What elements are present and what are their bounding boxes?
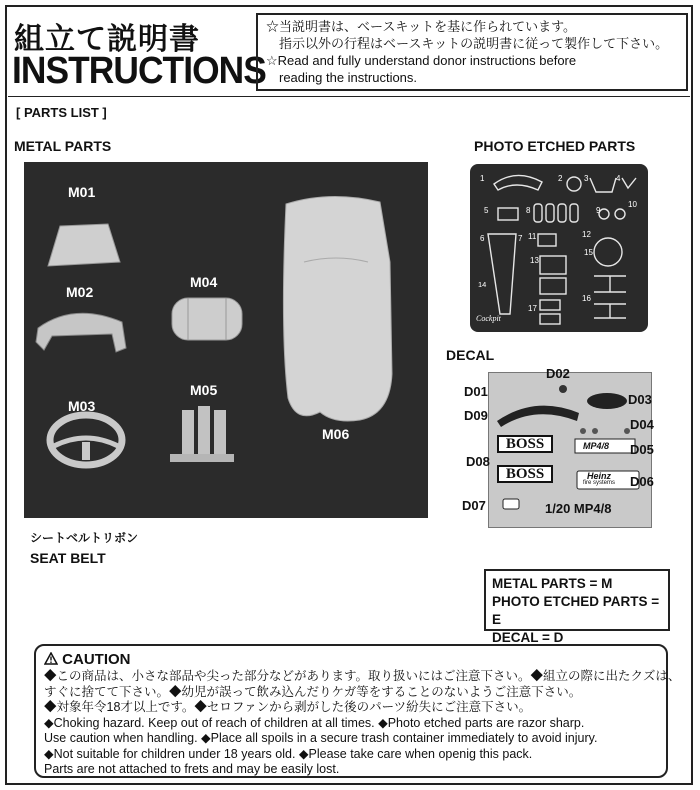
seat-belt-label-jp: シートベルトリボン: [30, 531, 139, 545]
decal-d05-label: D05: [630, 442, 654, 457]
m04-label: M04: [190, 274, 218, 290]
decal-d04-label: D04: [630, 417, 654, 432]
caution-line: ◆Not suitable for children under 18 years old. ◆Please take care when openig this pack.: [44, 746, 533, 761]
pe-number-8: 8: [526, 206, 531, 215]
photo-etched-fret: [470, 164, 648, 332]
metal-parts-photo: [24, 162, 428, 518]
note-line: reading the instructions.: [279, 70, 418, 85]
caution-line: ◆この商品は、小さな部品や尖った部分などがあります。取り扱いにはご注意下さい。◆組立の際に出たクズは、: [44, 669, 681, 683]
pe-number-11: 11: [528, 232, 537, 241]
pe-number-1: 1: [480, 174, 485, 183]
photo-etched-heading: PHOTO ETCHED PARTS: [474, 138, 636, 154]
caution-line: Parts are not attached to frets and may be easily lost.: [44, 762, 340, 776]
legend-line: DECAL = D: [492, 630, 564, 645]
pe-number-13: 13: [530, 256, 539, 265]
m06-part: [283, 196, 392, 421]
pe-number-5: 5: [484, 206, 489, 215]
pe-number-15: 15: [584, 248, 593, 257]
m03-label: M03: [68, 398, 96, 414]
photo-etched-illustration: [470, 164, 648, 332]
boss-decal-top: BOSS: [497, 435, 553, 453]
title-japanese: 組立て説明書: [14, 23, 200, 56]
donor-kit-note: [256, 13, 688, 91]
legend-line: PHOTO ETCHED PARTS = E: [492, 594, 660, 627]
caution-box: [34, 644, 681, 778]
note-line: ☆Read and fully understand donor instructions before: [266, 53, 577, 68]
warning-icon: [44, 652, 58, 665]
heinz-decal-bottom: fire systems: [583, 480, 616, 486]
decal-scale-label: 1/20 MP4/8: [545, 501, 612, 516]
decal-d01-label: D01: [464, 384, 488, 399]
seat-belt-label-en: SEAT BELT: [30, 550, 106, 566]
caution-line: Use caution when handling. ◆Place all spoils in a secure trash container immediately to avoid injury.: [44, 731, 598, 745]
pe-number-2: 2: [558, 174, 563, 183]
pe-number-9: 9: [596, 206, 601, 215]
pe-number-12: 12: [582, 230, 591, 239]
decal-d02-label: D02: [546, 366, 570, 381]
caution-line: ◆Choking hazard. Keep out of reach of children at all times. ◆Photo etched parts are razor sharp.: [44, 715, 585, 730]
pe-panel-label: Cockpit: [476, 314, 501, 323]
metal-parts-heading: METAL PARTS: [14, 138, 112, 154]
parts-list-label: [ PARTS LIST ]: [16, 105, 107, 120]
m05-part: [170, 406, 234, 462]
m05-label: M05: [190, 382, 218, 398]
pe-number-16: 16: [582, 294, 591, 303]
m01-part: [48, 224, 120, 266]
boss-decal-bottom: BOSS: [497, 465, 553, 483]
pe-number-6: 6: [480, 234, 485, 243]
pe-number-14: 14: [478, 280, 487, 289]
pe-number-7: 7: [518, 234, 523, 243]
decal-d06-label: D06: [630, 474, 654, 489]
decal-d09-label: D09: [464, 408, 488, 423]
pe-number-10: 10: [628, 200, 637, 209]
decal-heading: DECAL: [446, 347, 495, 363]
decal-d03-label: D03: [628, 392, 652, 407]
pe-number-4: 4: [616, 174, 621, 183]
decal-d07-label: D07: [462, 498, 486, 513]
note-line: ☆当説明書は、ベースキットを基に作られています。: [266, 19, 577, 34]
legend-line: METAL PARTS = M: [492, 576, 613, 591]
m04-part: [172, 298, 242, 340]
metal-parts-illustration: [24, 162, 428, 518]
mp-decal-label: MP4/8: [583, 441, 610, 451]
decal-d08-label: D08: [466, 454, 490, 469]
m01-label: M01: [68, 184, 96, 200]
caution-heading: [44, 651, 658, 669]
caution-line: ◆対象年令18才以上です。◆セロファンから剥がした後のパーツ紛失にご注意下さい。: [44, 700, 532, 714]
title-english: INSTRUCTIONS: [12, 50, 266, 92]
m06-label: M06: [322, 426, 350, 442]
pe-number-17: 17: [528, 304, 537, 313]
note-line: 指示以外の行程はベースキットの説明書に従って製作して下さい。: [279, 36, 669, 51]
m02-label: M02: [66, 284, 94, 300]
parts-legend: [484, 569, 670, 645]
pe-number-3: 3: [584, 174, 589, 183]
m02-part: [36, 313, 126, 352]
header-divider: [8, 96, 690, 97]
caution-line: すぐに捨てて下さい。◆幼児が誤って飲み込んだりケガ等をすることのないようご注意下さい。: [44, 684, 582, 699]
caution-title: CAUTION: [62, 651, 131, 668]
heinz-decal-top: Heinz: [587, 471, 612, 481]
